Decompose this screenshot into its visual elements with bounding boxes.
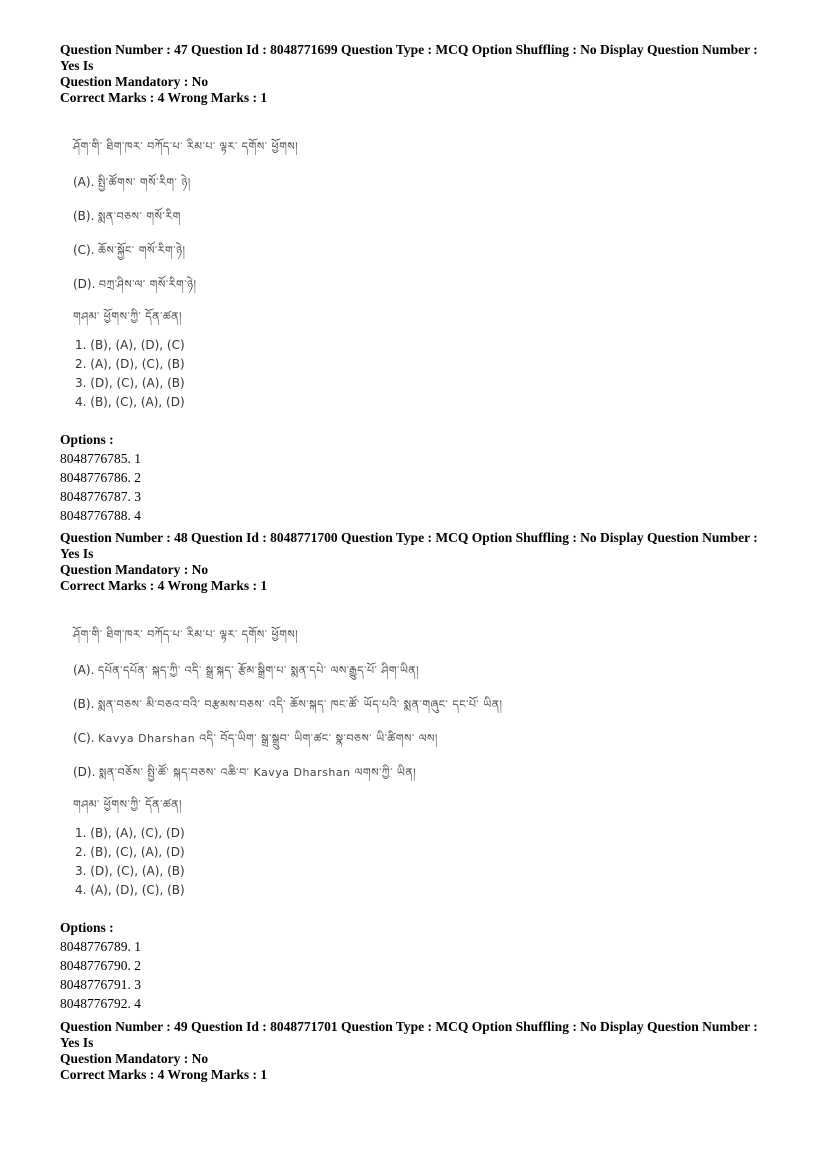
option-id: 8048776789. 1: [60, 939, 141, 954]
question-header: Question Number : 49 Question Id : 8048771701 Question Type : MCQ Option Shuffling : No Display Question Number : Yes Is: [60, 1019, 758, 1050]
statement-c: (C). Kavya Dharshan འདི་ བོད་ཡིག་ སྒྲ་སྒྲུབ་ ཡིག་ཚང་ སྣ་བཅས་ ཡི་ཚིགས་ ལས།: [73, 731, 438, 745]
choose-instruction: གཤམ་ ཕྱོགས་ཀྱི་ དོན་ཚན།: [73, 798, 182, 811]
question-mandatory: Question Mandatory : No: [60, 562, 209, 577]
answer-choice: 3. (D), (C), (A), (B): [75, 864, 185, 878]
answer-choice: 1. (B), (A), (C), (D): [75, 826, 185, 840]
option-id: 8048776788. 4: [60, 508, 141, 523]
question-block-47: [60, 42, 760, 525]
options-list: [60, 430, 760, 525]
options-title: Options :: [60, 432, 114, 447]
answer-choice: 1. (B), (A), (D), (C): [75, 338, 185, 352]
statement-b: (B). སྨན་བཅས་ མི་བཅའ་བའི་ བརྩམས་བཅས་ འདི་ ཆོས་སྐད་ ཁང་ཚོ་ ཡོད་པའི་ སྨན་གཞུང་ དང་པོ་ ཡིན།: [73, 697, 503, 711]
option-id: 8048776785. 1: [60, 451, 141, 466]
question-header: Question Number : 47 Question Id : 8048771699 Question Type : MCQ Option Shuffling : No Display Question Number : Yes Is: [60, 42, 758, 73]
answer-choice: 2. (B), (C), (A), (D): [75, 845, 185, 859]
option-id: 8048776791. 3: [60, 977, 141, 992]
question-body: [73, 628, 760, 900]
answer-choice: 4. (A), (D), (C), (B): [75, 883, 185, 897]
option-id: 8048776787. 3: [60, 489, 141, 504]
question-mandatory: Question Mandatory : No: [60, 1051, 209, 1066]
question-marks: Correct Marks : 4 Wrong Marks : 1: [60, 578, 268, 593]
question-body: [73, 140, 760, 412]
answer-choice: 4. (B), (C), (A), (D): [75, 395, 185, 409]
question-stem: ཤོག་གི་ ཐིག་ཁར་ བཀོད་པ་ རིམ་པ་ ལྟར་ དགོས་ ཕྱོགས།: [73, 628, 299, 641]
option-id: 8048776792. 4: [60, 996, 141, 1011]
statement-d: (D). སྨན་བཅོས་ སྤྱི་ཚོ་ སྐད་བཅས་ འཆི་བ་ Kavya Dharshan ལགས་ཀྱི་ ཡིན།: [73, 765, 417, 779]
question-stem: ཤོག་གི་ ཐིག་ཁར་ བཀོད་པ་ རིམ་པ་ ལྟར་ དགོས་ ཕྱོགས།: [73, 140, 299, 153]
option-id: 8048776786. 2: [60, 470, 141, 485]
question-block-49: [60, 1019, 760, 1083]
question-marks: Correct Marks : 4 Wrong Marks : 1: [60, 90, 268, 105]
statement-a: (A). སྤྱི་ཚོགས་ གསོ་རིག་ ཉེ།: [73, 175, 191, 189]
choose-instruction: གཤམ་ ཕྱོགས་ཀྱི་ དོན་ཚན།: [73, 310, 182, 323]
statement-b: (B). སྨན་བཅས་ གསོ་རིག: [73, 209, 181, 223]
question-header: Question Number : 48 Question Id : 8048771700 Question Type : MCQ Option Shuffling : No Display Question Number : Yes Is: [60, 530, 758, 561]
question-block-48: [60, 530, 760, 1013]
option-id: 8048776790. 2: [60, 958, 141, 973]
options-title: Options :: [60, 920, 114, 935]
statement-a: (A). དཔོན་དཔོན་ སྐད་ཀྱི་ འདི་ སྒྲ་སྐད་ རྩོམ་སྒྲིག་པ་ སྨན་དཔེ་ ལས་རྒྱུད་པོ་ ཤིག་ཡིན།: [73, 663, 420, 677]
options-list: [60, 918, 760, 1013]
statement-d: (D). བཀྲ་ཤིས་ལ་ གསོ་རིག་ཉེ།: [73, 277, 197, 291]
answer-choice: 3. (D), (C), (A), (B): [75, 376, 185, 390]
question-marks: Correct Marks : 4 Wrong Marks : 1: [60, 1067, 268, 1082]
answer-choice: 2. (A), (D), (C), (B): [75, 357, 185, 371]
statement-c: (C). ཆོས་སྐྱོང་ གསོ་རིག་ཉེ།: [73, 243, 186, 257]
question-mandatory: Question Mandatory : No: [60, 74, 209, 89]
